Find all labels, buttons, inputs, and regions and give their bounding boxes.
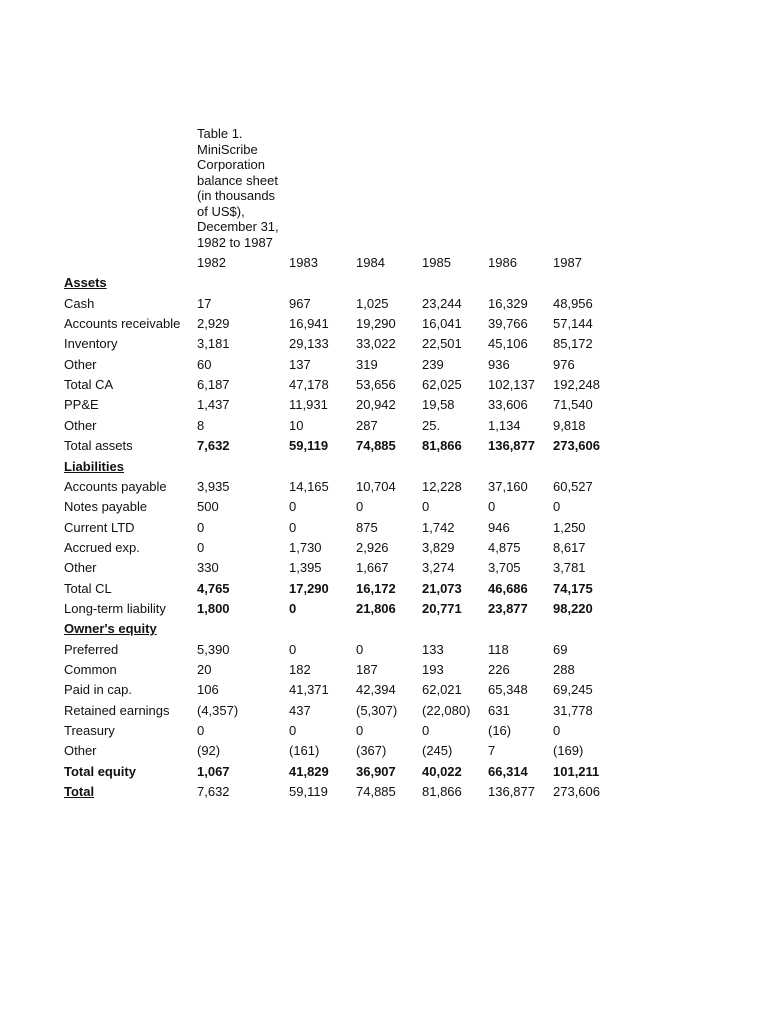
table-row xyxy=(0,294,768,314)
table-row xyxy=(0,640,768,660)
table-cell: 118 xyxy=(488,641,509,657)
table-cell: 193 xyxy=(422,662,444,677)
table-row xyxy=(0,762,768,782)
table-cell: 33,022 xyxy=(356,336,396,352)
table-cell: 106 xyxy=(197,682,219,698)
table-cell: 62,025 xyxy=(422,377,462,393)
table-cell: 74,885 xyxy=(356,438,396,454)
year-header: 1982 xyxy=(197,255,226,270)
row-label: Treasury xyxy=(64,723,115,739)
table-cell: 2,926 xyxy=(356,539,389,555)
table-cell: (245) xyxy=(422,743,453,759)
table-cell: 16,941 xyxy=(289,316,329,332)
table-row xyxy=(0,660,768,680)
table-cell: 62,021 xyxy=(422,682,462,698)
table-cell: 631 xyxy=(488,702,510,718)
table-cell: 319 xyxy=(356,356,378,372)
table-cell: 39,766 xyxy=(488,316,528,332)
table-cell: 16,329 xyxy=(488,295,528,311)
table-row xyxy=(0,497,768,517)
table-row xyxy=(0,579,768,599)
table-cell: 0 xyxy=(488,499,496,515)
table-row xyxy=(0,355,768,375)
table-cell: 20 xyxy=(197,662,212,677)
row-label: Other xyxy=(64,417,97,433)
row-label: Accounts receivable xyxy=(64,316,181,332)
table-cell: 60,527 xyxy=(553,478,593,494)
table-cell: 4,875 xyxy=(488,539,521,555)
table-row xyxy=(0,558,768,578)
table-row xyxy=(0,395,768,415)
table-cell: 946 xyxy=(488,519,510,535)
table-cell: 81,866 xyxy=(422,784,462,800)
table-cell: 226 xyxy=(488,662,510,677)
table-row xyxy=(0,518,768,538)
table-cell: 21,806 xyxy=(356,600,396,616)
table-row xyxy=(0,538,768,558)
section-header-row xyxy=(0,457,768,477)
table-cell: 8 xyxy=(197,417,205,433)
table-cell: 500 xyxy=(197,499,219,515)
table-cell: (22,080) xyxy=(422,702,471,718)
year-header: 1987 xyxy=(553,255,582,270)
table-cell: 7,632 xyxy=(197,784,230,800)
year-header: 1986 xyxy=(488,255,517,270)
table-cell: 71,540 xyxy=(553,397,593,413)
table-cell: (169) xyxy=(553,743,584,759)
section-header-row xyxy=(0,619,768,639)
table-cell: 69 xyxy=(553,641,568,657)
table-cell: 17 xyxy=(197,295,212,311)
table-cell: 65,348 xyxy=(488,682,528,698)
table-cell: 33,606 xyxy=(488,397,528,413)
row-label: Inventory xyxy=(64,336,118,352)
table-cell: 42,394 xyxy=(356,682,396,698)
table-cell: 137 xyxy=(289,356,311,372)
table-cell: (4,357) xyxy=(197,702,239,718)
table-cell: 20,942 xyxy=(356,397,396,413)
table-cell: 53,656 xyxy=(356,377,396,393)
table-cell: 1,437 xyxy=(197,397,230,413)
table-cell: 81,866 xyxy=(422,438,462,454)
table-cell: 59,119 xyxy=(289,784,328,800)
table-cell: 0 xyxy=(197,539,205,555)
table-row xyxy=(0,701,768,721)
table-cell: 976 xyxy=(553,356,575,372)
table-cell: 0 xyxy=(356,499,364,515)
section-label: Assets xyxy=(64,275,107,291)
table-cell: 41,371 xyxy=(289,682,329,698)
table-cell: 133 xyxy=(422,641,444,657)
table-cell: (92) xyxy=(197,743,221,759)
year-header: 1985 xyxy=(422,255,451,270)
table-cell: 17,290 xyxy=(289,580,329,596)
section-label: Owner's equity xyxy=(64,621,157,637)
table-cell: 0 xyxy=(553,723,561,739)
section-label: Total xyxy=(64,784,95,800)
table-cell: 2,929 xyxy=(197,316,230,332)
table-cell: 5,390 xyxy=(197,641,230,657)
table-cell: 11,931 xyxy=(289,397,328,413)
table-cell: 45,106 xyxy=(488,336,528,352)
table-cell: 7 xyxy=(488,743,496,759)
table-cell: (16) xyxy=(488,723,512,739)
table-cell: 60 xyxy=(197,356,212,372)
table-cell: 10 xyxy=(289,417,304,433)
table-cell: 0 xyxy=(553,499,561,515)
table-cell: 1,730 xyxy=(289,539,322,555)
table-row xyxy=(0,680,768,700)
table-row xyxy=(0,314,768,334)
table-cell: 1,134 xyxy=(488,417,521,433)
table-cell: 1,025 xyxy=(356,295,389,311)
row-label: Other xyxy=(64,560,97,576)
table-cell: 6,187 xyxy=(197,377,230,393)
table-row xyxy=(0,375,768,395)
table-cell: 10,704 xyxy=(356,478,396,494)
row-label: Accrued exp. xyxy=(64,539,140,555)
year-header: 1983 xyxy=(289,255,318,270)
row-label: Total equity xyxy=(64,763,136,779)
table-cell: 0 xyxy=(289,723,297,739)
row-label: Preferred xyxy=(64,641,119,657)
table-cell: (5,307) xyxy=(356,702,398,718)
table-cell: 1,250 xyxy=(553,519,586,535)
table-cell: 102,137 xyxy=(488,377,535,393)
table-cell: 437 xyxy=(289,702,311,718)
table-cell: 0 xyxy=(289,499,297,515)
table-cell: 1,800 xyxy=(197,600,230,616)
table-cell: 273,606 xyxy=(553,438,600,454)
table-cell: 74,885 xyxy=(356,784,396,800)
table-cell: 0 xyxy=(197,519,205,535)
table-row xyxy=(0,416,768,436)
table-cell: 3,829 xyxy=(422,539,455,555)
table-cell: 0 xyxy=(356,641,364,657)
table-cell: 20,771 xyxy=(422,600,462,616)
table-row xyxy=(0,741,768,761)
row-label: Total CL xyxy=(64,580,112,596)
table-cell: 85,172 xyxy=(553,336,593,352)
row-label: Notes payable xyxy=(64,499,148,515)
table-cell: 1,742 xyxy=(422,519,455,535)
table-cell: 46,686 xyxy=(488,580,528,596)
table-cell: 187 xyxy=(356,662,378,677)
section-header-row xyxy=(0,782,768,802)
table-cell: 239 xyxy=(422,356,444,372)
table-cell: 36,907 xyxy=(356,763,396,779)
table-cell: 3,274 xyxy=(422,560,455,576)
table-cell: 21,073 xyxy=(422,580,462,596)
table-cell: 12,228 xyxy=(422,478,462,494)
table-cell: 19,290 xyxy=(356,316,396,332)
table-cell: 287 xyxy=(356,417,378,433)
table-row xyxy=(0,477,768,497)
table-cell: 0 xyxy=(422,723,430,739)
row-label: Cash xyxy=(64,295,95,311)
table-cell: 875 xyxy=(356,519,378,535)
table-row xyxy=(0,721,768,741)
table-cell: 4,765 xyxy=(197,580,230,596)
table-cell: 3,781 xyxy=(553,560,586,576)
section-label: Liabilities xyxy=(64,458,124,474)
row-label: PP&E xyxy=(64,397,99,413)
row-label: Paid in cap. xyxy=(64,682,132,698)
table-cell: 0 xyxy=(289,641,297,657)
table-cell: 0 xyxy=(289,519,297,535)
row-label: Total assets xyxy=(64,438,133,454)
row-label: Total CA xyxy=(64,377,114,393)
table-cell: 101,211 xyxy=(553,763,600,779)
row-label: Other xyxy=(64,743,97,759)
table-cell: 19,58 xyxy=(422,397,455,413)
table-cell: 69,245 xyxy=(553,682,593,698)
table-cell: 0 xyxy=(356,723,364,739)
table-cell: 40,022 xyxy=(422,763,462,779)
table-cell: 7,632 xyxy=(197,438,230,454)
year-header: 1984 xyxy=(356,255,385,270)
table-cell: 1,395 xyxy=(289,560,322,576)
table-caption: Table 1. MiniScribe Corporation balance sheet (in thousands of US$), December 31, 1982 to 1987 xyxy=(197,126,279,250)
table-cell: 136,877 xyxy=(488,438,535,454)
table-cell: 182 xyxy=(289,662,311,677)
year-header-row xyxy=(0,253,768,273)
table-cell: 37,160 xyxy=(488,478,528,494)
row-label: Long-term liability xyxy=(64,600,166,616)
table-cell: 936 xyxy=(488,356,510,372)
table-cell: 74,175 xyxy=(553,580,593,596)
table-cell: 48,956 xyxy=(553,295,593,311)
table-cell: 273,606 xyxy=(553,784,600,800)
table-cell: 47,178 xyxy=(289,377,329,393)
table-cell: (367) xyxy=(356,743,387,759)
section-header-row xyxy=(0,273,768,293)
table-row xyxy=(0,599,768,619)
table-cell: 3,705 xyxy=(488,560,521,576)
table-cell: 136,877 xyxy=(488,784,535,800)
table-cell: 1,667 xyxy=(356,560,389,576)
table-cell: 57,144 xyxy=(553,316,593,332)
table-cell: 3,935 xyxy=(197,478,230,494)
row-label: Common xyxy=(64,662,117,677)
table-cell: 41,829 xyxy=(289,763,329,779)
table-cell: 0 xyxy=(422,499,430,515)
table-cell: 16,041 xyxy=(422,316,462,332)
table-cell: 25. xyxy=(422,417,441,433)
table-cell: 14,165 xyxy=(289,478,329,494)
table-cell: 8,617 xyxy=(553,539,586,555)
row-label: Other xyxy=(64,356,97,372)
row-label: Retained earnings xyxy=(64,702,170,718)
table-cell: 192,248 xyxy=(553,377,600,393)
row-label: Current LTD xyxy=(64,519,135,535)
table-cell: 0 xyxy=(289,600,297,616)
table-cell: 23,244 xyxy=(422,295,462,311)
table-cell: 0 xyxy=(197,723,205,739)
table-cell: 3,181 xyxy=(197,336,230,352)
table-cell: 16,172 xyxy=(356,580,396,596)
table-cell: 29,133 xyxy=(289,336,329,352)
table-cell: 98,220 xyxy=(553,600,593,616)
table-row xyxy=(0,436,768,456)
table-cell: 23,877 xyxy=(488,600,528,616)
table-cell: 288 xyxy=(553,662,575,677)
table-cell: 59,119 xyxy=(289,438,329,454)
table-cell: 66,314 xyxy=(488,763,528,779)
row-label: Accounts payable xyxy=(64,478,167,494)
table-row xyxy=(0,334,768,354)
table-cell: 1,067 xyxy=(197,763,230,779)
table-cell: 967 xyxy=(289,295,311,311)
table-cell: (161) xyxy=(289,743,320,759)
table-cell: 330 xyxy=(197,560,219,576)
table-cell: 22,501 xyxy=(422,336,462,352)
table-cell: 9,818 xyxy=(553,417,586,433)
table-cell: 31,778 xyxy=(553,702,593,718)
